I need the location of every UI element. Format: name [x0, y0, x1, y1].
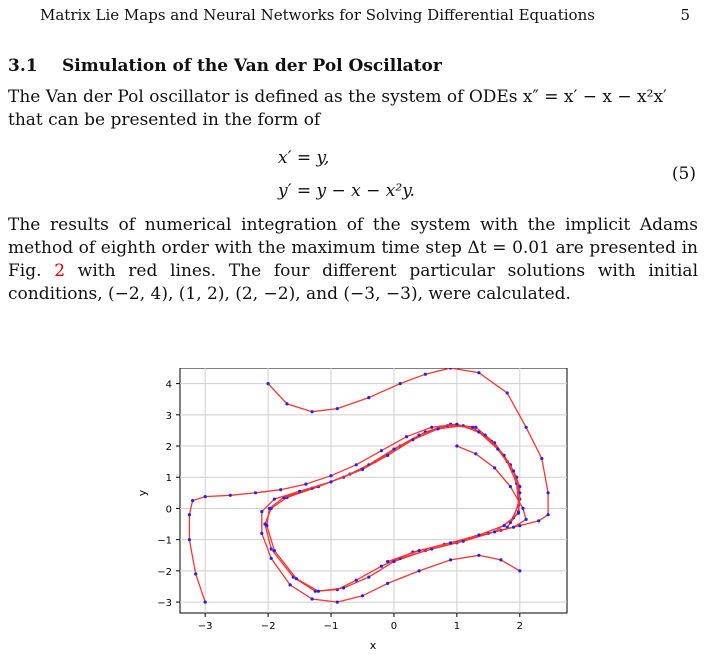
- trajectory-point: [471, 426, 474, 429]
- trajectory-point: [547, 491, 550, 494]
- paragraph-intro-line1: The Van der Pol oscillator is defined as the system of ODEs x″ = x′ − x − x²x′: [8, 87, 667, 107]
- phase-portrait-plot: [130, 368, 580, 653]
- trajectory-point: [194, 572, 197, 575]
- trajectory-point: [311, 410, 314, 413]
- trajectory-point: [386, 560, 389, 563]
- figure-reference-link[interactable]: 2: [54, 261, 66, 281]
- trajectory-point: [430, 426, 433, 429]
- figure-2: [130, 368, 580, 657]
- trajectory-point: [411, 438, 414, 441]
- trajectory-point: [188, 538, 191, 541]
- trajectory-point: [267, 382, 270, 385]
- results-text-a: The results of numerical integration of the system with the implicit Adams method of eighth order with the maximum time step Δt = 0.01 are presented in Fig.: [8, 215, 698, 281]
- trajectory-point: [355, 463, 358, 466]
- trajectory-point: [525, 426, 528, 429]
- x-tick-label: 0: [390, 621, 398, 632]
- trajectory-point: [477, 554, 480, 557]
- y-tick-label: 1: [165, 473, 172, 485]
- trajectory-point: [517, 512, 520, 515]
- trajectory-point: [273, 549, 276, 552]
- trajectory-point: [317, 590, 320, 593]
- trajectory-point: [295, 577, 298, 580]
- running-title: Matrix Lie Maps and Neural Networks for Solving Differential Equations: [40, 6, 595, 24]
- y-tick-label: 4: [165, 379, 172, 391]
- page-number: 5: [680, 6, 690, 24]
- trajectory-point: [367, 576, 370, 579]
- trajectory-point: [512, 469, 515, 472]
- trajectory-point: [506, 391, 509, 394]
- x-tick-label: 2: [516, 621, 523, 632]
- trajectory-point: [449, 541, 452, 544]
- trajectory-point: [386, 454, 389, 457]
- trajectory-point: [279, 488, 282, 491]
- trajectory-point: [477, 430, 480, 433]
- trajectory-point: [268, 507, 271, 510]
- equation-line-1: x′ = y,: [278, 148, 330, 168]
- trajectory-point: [191, 499, 194, 502]
- trajectory-point: [503, 524, 506, 527]
- running-header: [40, 6, 690, 26]
- trajectory-point: [204, 601, 207, 604]
- trajectory-point: [424, 373, 427, 376]
- trajectory-point: [188, 513, 191, 516]
- trajectory-point: [367, 396, 370, 399]
- equation-line-2: y′ = y − x − x²y.: [278, 181, 415, 201]
- trajectory-point: [329, 480, 332, 483]
- trajectory-point: [474, 452, 477, 455]
- y-tick-label: −1: [157, 535, 172, 547]
- trajectory-point: [336, 601, 339, 604]
- paragraph-results: [8, 214, 698, 306]
- trajectory-point: [204, 495, 207, 498]
- trajectory-point: [298, 490, 301, 493]
- trajectory-point: [540, 457, 543, 460]
- trajectory-point: [336, 407, 339, 410]
- trajectory-point: [512, 526, 515, 529]
- trajectory-point: [254, 491, 257, 494]
- trajectory-point: [386, 582, 389, 585]
- trajectory-point: [399, 382, 402, 385]
- trajectory-point: [477, 371, 480, 374]
- trajectory-point: [380, 565, 383, 568]
- section-heading: [8, 56, 442, 76]
- y-tick-label: 0: [165, 504, 172, 516]
- trajectory-point: [285, 402, 288, 405]
- trajectory-point: [537, 519, 540, 522]
- y-tick-label: 2: [165, 442, 172, 454]
- trajectory-point: [270, 557, 273, 560]
- x-tick-label: −1: [323, 621, 339, 632]
- y-tick-label: −3: [157, 598, 172, 610]
- trajectory-point: [361, 594, 364, 597]
- trajectory-point: [496, 448, 499, 451]
- plot-frame: [180, 368, 567, 613]
- trajectory-point: [311, 597, 314, 600]
- trajectory-point: [270, 547, 273, 550]
- trajectory-point: [273, 498, 276, 501]
- trajectory-point: [449, 558, 452, 561]
- trajectory-point: [405, 435, 408, 438]
- x-tick-label: −2: [260, 621, 276, 632]
- trajectory-point: [329, 474, 332, 477]
- paragraph-intro-line2: that can be presented in the form of: [8, 110, 321, 130]
- trajectory-point: [547, 513, 550, 516]
- y-tick-label: 3: [165, 410, 172, 422]
- trajectory-point: [380, 449, 383, 452]
- trajectory-point: [260, 510, 263, 513]
- trajectory-point: [355, 579, 358, 582]
- trajectory-point: [418, 549, 421, 552]
- trajectory-point: [418, 569, 421, 572]
- equation-number: (5): [671, 164, 696, 184]
- trajectory-point: [260, 532, 263, 535]
- results-text-b: with red lines. The four different particular solutions with initial conditions, (−2, 4), (1, 2), (2, −2), and (−3, −3), were calculated.: [8, 261, 698, 304]
- trajectory-point: [525, 518, 528, 521]
- y-tick-label: −2: [157, 566, 172, 578]
- trajectory-point: [342, 586, 345, 589]
- section-title: Simulation of the Van der Pol Oscillator: [62, 56, 442, 76]
- y-axis-label: y: [136, 489, 149, 497]
- trajectory-point: [229, 494, 232, 497]
- trajectory-point: [265, 524, 268, 527]
- trajectory-point: [521, 507, 524, 510]
- trajectory-point: [455, 423, 458, 426]
- trajectory-point: [361, 468, 364, 471]
- trajectory-point: [477, 533, 480, 536]
- trajectory-point: [493, 530, 496, 533]
- trajectory-point: [509, 485, 512, 488]
- x-axis-label: x: [369, 639, 377, 652]
- trajectory-point: [289, 583, 292, 586]
- trajectory-point: [436, 427, 439, 430]
- paragraph-intro: [8, 86, 698, 132]
- x-tick-label: −3: [197, 621, 213, 632]
- trajectory-point: [493, 466, 496, 469]
- section-number: 3.1: [8, 56, 38, 76]
- trajectory-point: [518, 569, 521, 572]
- trajectory-point: [518, 491, 521, 494]
- x-tick-label: 1: [453, 621, 461, 632]
- trajectory-point: [499, 558, 502, 561]
- trajectory-point: [304, 483, 307, 486]
- trajectory-point: [455, 444, 458, 447]
